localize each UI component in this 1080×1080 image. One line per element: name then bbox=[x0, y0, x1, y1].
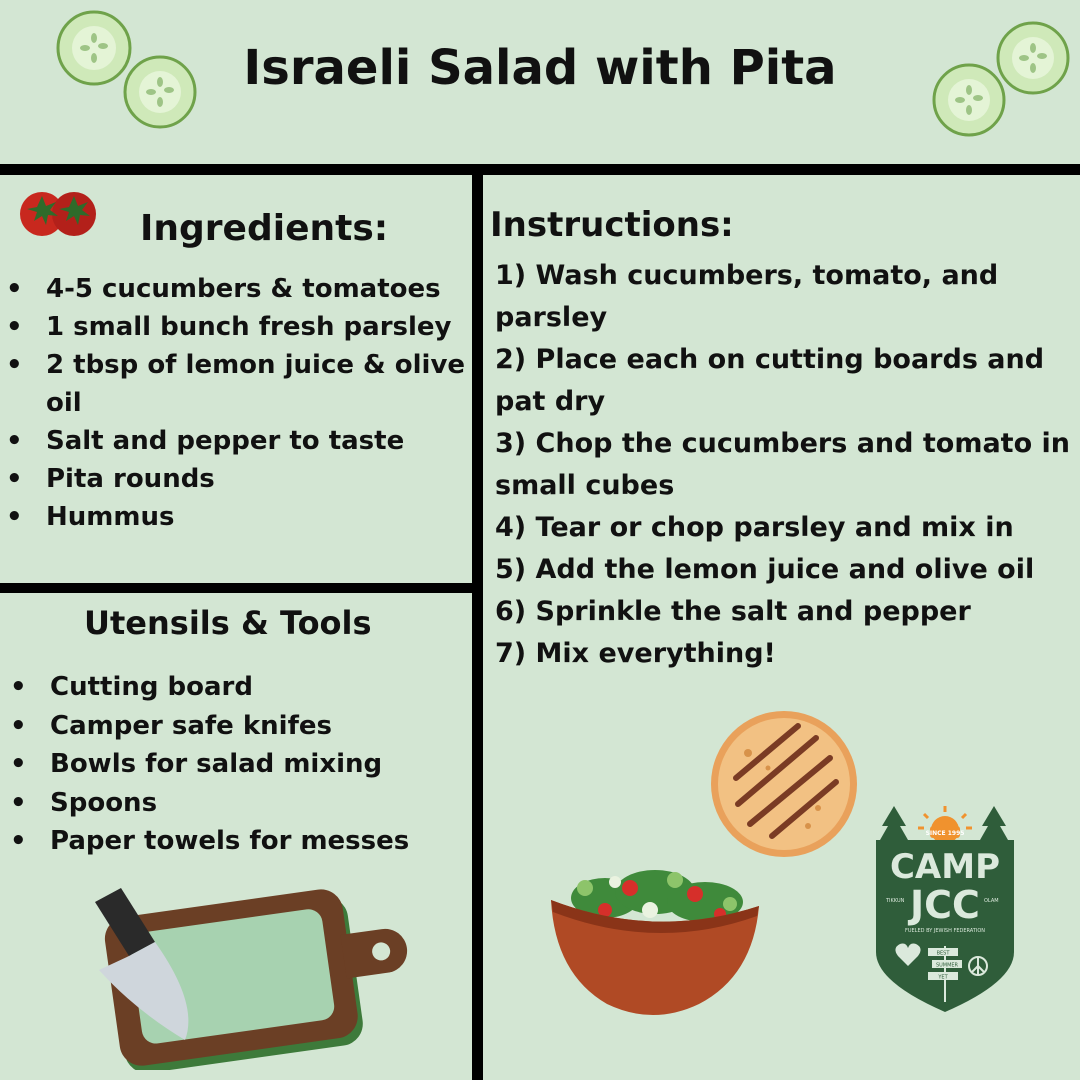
page-title: Israeli Salad with Pita bbox=[243, 40, 837, 96]
list-item: • Camper safe knifes bbox=[10, 707, 470, 746]
instruction-step: 1) Wash cucumbers, tomato, and parsley bbox=[495, 260, 999, 333]
instruction-step: 3) Chop the cucumbers and tomato in small cubes bbox=[495, 428, 1071, 501]
list-item: • Hummus bbox=[6, 498, 466, 536]
list-item: • 2 tbsp of lemon juice & olive oil bbox=[6, 346, 466, 422]
instructions-list bbox=[495, 255, 1075, 675]
list-item: • Spoons bbox=[10, 784, 470, 823]
cucumber-slices-left-icon bbox=[50, 10, 210, 130]
cutting-board-icon bbox=[55, 880, 415, 1070]
svg-text:OLAM: OLAM bbox=[984, 898, 999, 904]
svg-text:BEST: BEST bbox=[936, 950, 950, 957]
list-item: • Salt and pepper to taste bbox=[6, 422, 466, 460]
list-item: • Cutting board bbox=[10, 668, 470, 707]
tomato-icon bbox=[12, 186, 104, 240]
svg-text:SUMMER: SUMMER bbox=[935, 962, 959, 969]
cucumber-slices-right-icon bbox=[925, 18, 1075, 138]
instruction-step: 7) Mix everything! bbox=[495, 638, 776, 669]
pita-icon bbox=[708, 708, 860, 860]
divider-top bbox=[0, 164, 1080, 175]
instruction-step: 6) Sprinkle the salt and pepper bbox=[495, 596, 971, 627]
salad-bowl-icon bbox=[545, 858, 765, 1023]
svg-text:YET: YET bbox=[938, 974, 948, 981]
ingredients-heading: Ingredients: bbox=[140, 208, 389, 249]
divider-middle bbox=[0, 583, 477, 593]
list-item: • Bowls for salad mixing bbox=[10, 745, 470, 784]
list-item: • 1 small bunch fresh parsley bbox=[6, 308, 466, 346]
list-item: • Paper towels for messes bbox=[10, 822, 470, 861]
utensils-heading: Utensils & Tools bbox=[84, 604, 372, 642]
list-item: • 4-5 cucumbers & tomatoes bbox=[6, 270, 466, 308]
camp-jcc-logo bbox=[872, 806, 1018, 1012]
instruction-step: 5) Add the lemon juice and olive oil bbox=[495, 554, 1035, 585]
svg-text:SINCE 1995: SINCE 1995 bbox=[925, 830, 965, 837]
utensils-list bbox=[10, 668, 470, 861]
list-item: • Pita rounds bbox=[6, 460, 466, 498]
divider-vertical bbox=[472, 164, 483, 1080]
instructions-heading: Instructions: bbox=[490, 205, 734, 245]
svg-text:JCC: JCC bbox=[910, 883, 980, 927]
instruction-step: 4) Tear or chop parsley and mix in bbox=[495, 512, 1014, 543]
svg-text:TIKKUN: TIKKUN bbox=[886, 898, 905, 904]
svg-text:CAMP: CAMP bbox=[889, 847, 1001, 887]
svg-text:FUELED BY JEWISH FEDERATION: FUELED BY JEWISH FEDERATION bbox=[904, 928, 986, 934]
instruction-step: 2) Place each on cutting boards and pat dry bbox=[495, 344, 1045, 417]
ingredients-list bbox=[6, 270, 466, 536]
